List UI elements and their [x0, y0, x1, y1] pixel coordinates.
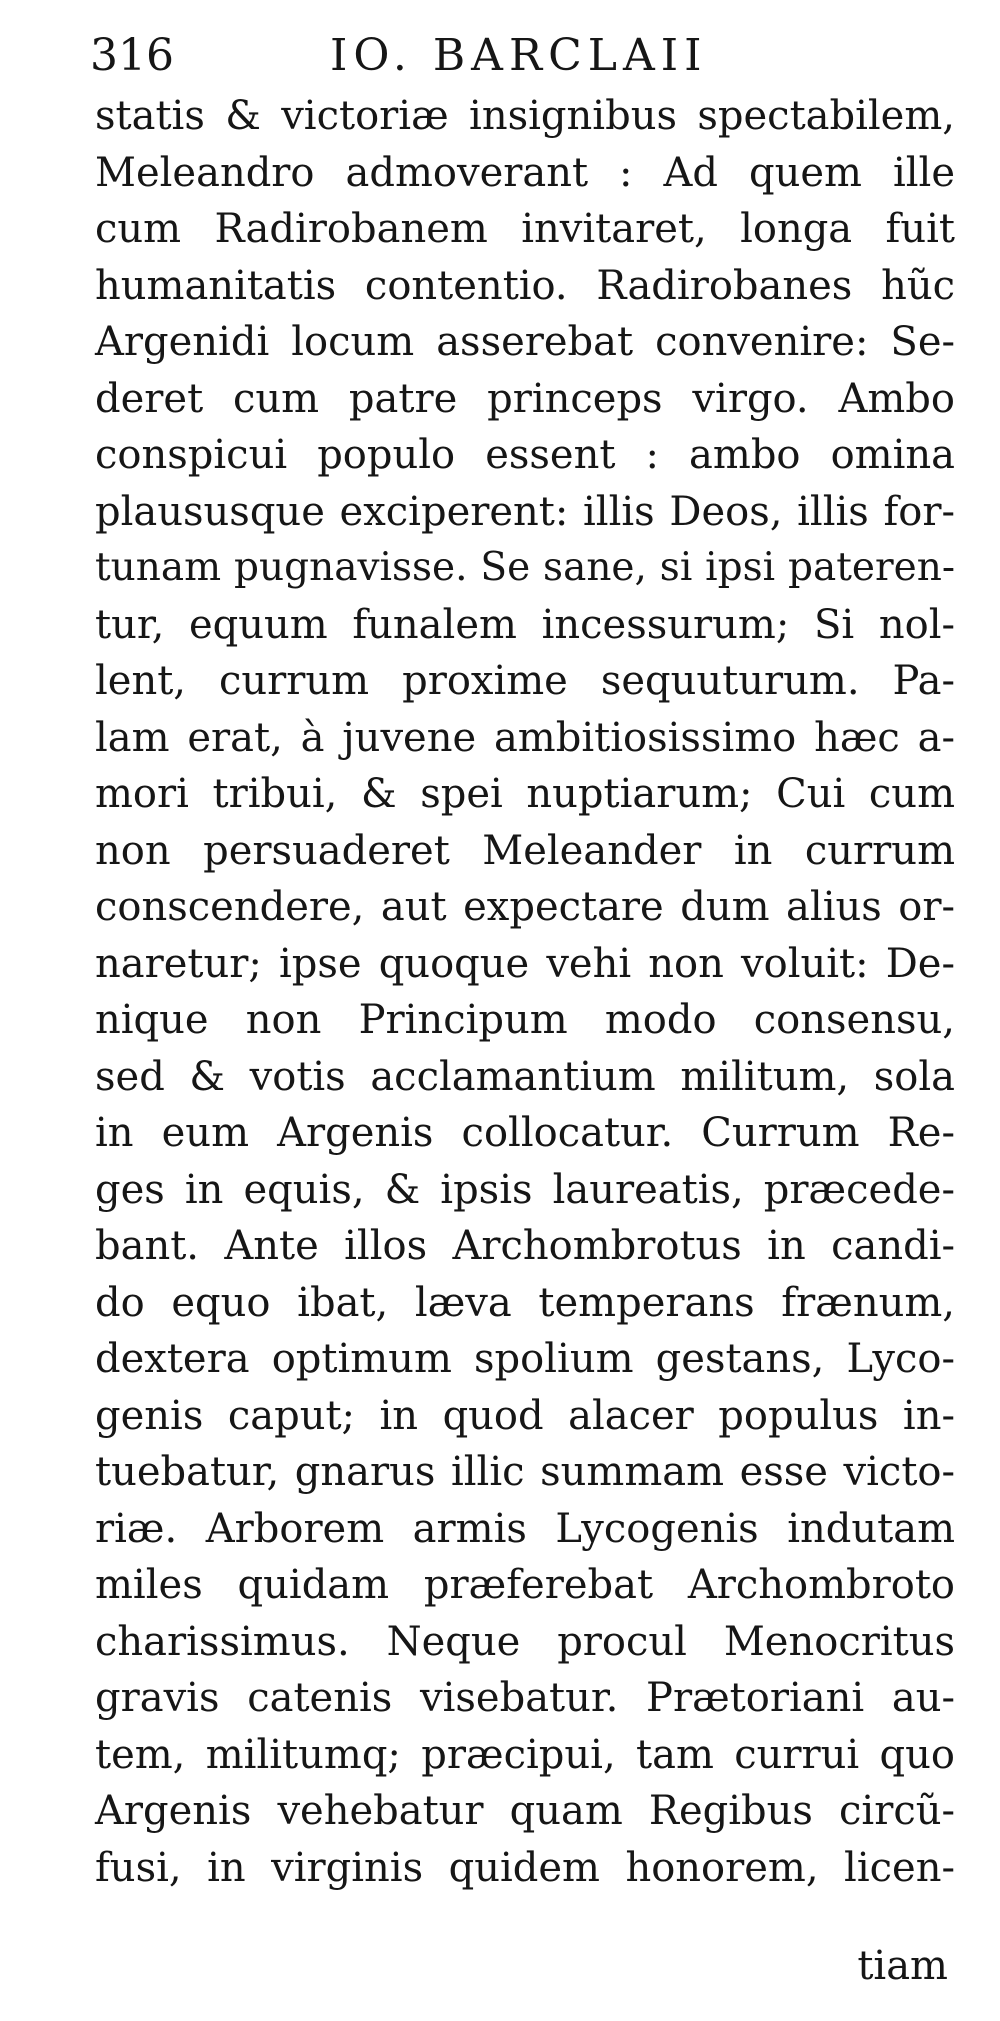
text-line: cum Radirobanem invitaret, longa fuit	[95, 206, 955, 252]
running-title: IO. BARCLAII	[330, 30, 708, 81]
text-line: deret cum patre princeps virgo. Ambo	[95, 375, 955, 422]
body-text	[95, 88, 955, 1896]
text-line: tur, equum funalem incessurum; Si nol-	[95, 601, 955, 648]
text-line: conspicui populo essent : ambo omina	[95, 432, 955, 478]
text-line: miles quidam præferebat Archombroto	[95, 1562, 955, 1608]
text-line: sed & votis acclamantium militum, sola	[95, 1053, 955, 1100]
text-line: tem, militumq; præcipui, tam currui quo	[95, 1731, 955, 1778]
text-line: do equo ibat, læva temperans frænum,	[95, 1279, 955, 1326]
text-line: non persuaderet Meleander in currum	[95, 827, 955, 874]
text-line: naretur; ipse quoque vehi non voluit: De-	[95, 940, 955, 987]
text-line: Argenis vehebatur quam Regibus circũ-	[95, 1788, 955, 1834]
text-line: statis & victoriæ insignibus spectabilem,	[95, 93, 955, 139]
text-line: riæ. Arborem armis Lycogenis indutam	[95, 1505, 955, 1552]
text-line: gravis catenis visebatur. Prætoriani au-	[95, 1675, 955, 1721]
text-line: genis caput; in quod alacer populus in-	[95, 1392, 955, 1439]
page-header	[90, 20, 950, 92]
text-line: Argenidi locum asserebat convenire: Se-	[95, 319, 955, 365]
text-line: lam erat, à juvene ambitiosissimo hæc a-	[95, 714, 955, 761]
text-line: fusi, in virginis quidem honorem, licen-	[95, 1844, 955, 1891]
text-line: lent, currum proxime sequuturum. Pa-	[95, 658, 955, 704]
page-number: 316	[90, 30, 174, 81]
text-line: bant. Ante illos Archombrotus in candi-	[95, 1223, 955, 1269]
text-line: humanitatis contentio. Radirobanes hũc	[95, 262, 955, 309]
text-line: dextera optimum spolium gestans, Lyco-	[95, 1336, 955, 1382]
text-line: tunam pugnavisse. Se sane, si ipsi pateren-	[95, 545, 955, 590]
text-line: tuebatur, gnarus illic summam esse victo-	[95, 1449, 955, 1495]
text-line: in eum Argenis collocatur. Currum Re-	[95, 1110, 955, 1156]
text-line: charissimus. Neque procul Menocritus	[95, 1618, 955, 1665]
text-line: conscendere, aut expectare dum alius or-	[95, 884, 955, 930]
text-line: ges in equis, & ipsis laureatis, præcede-	[95, 1166, 955, 1213]
text-line: Meleandro admoverant : Ad quem ille	[95, 149, 955, 196]
text-line: nique non Principum modo consensu,	[95, 997, 955, 1043]
text-line: plaususque exciperent: illis Deos, illis for-	[95, 488, 955, 535]
text-line: mori tribui, & spei nuptiarum; Cui cum	[95, 771, 955, 817]
catchword: tiam	[857, 1943, 948, 1989]
